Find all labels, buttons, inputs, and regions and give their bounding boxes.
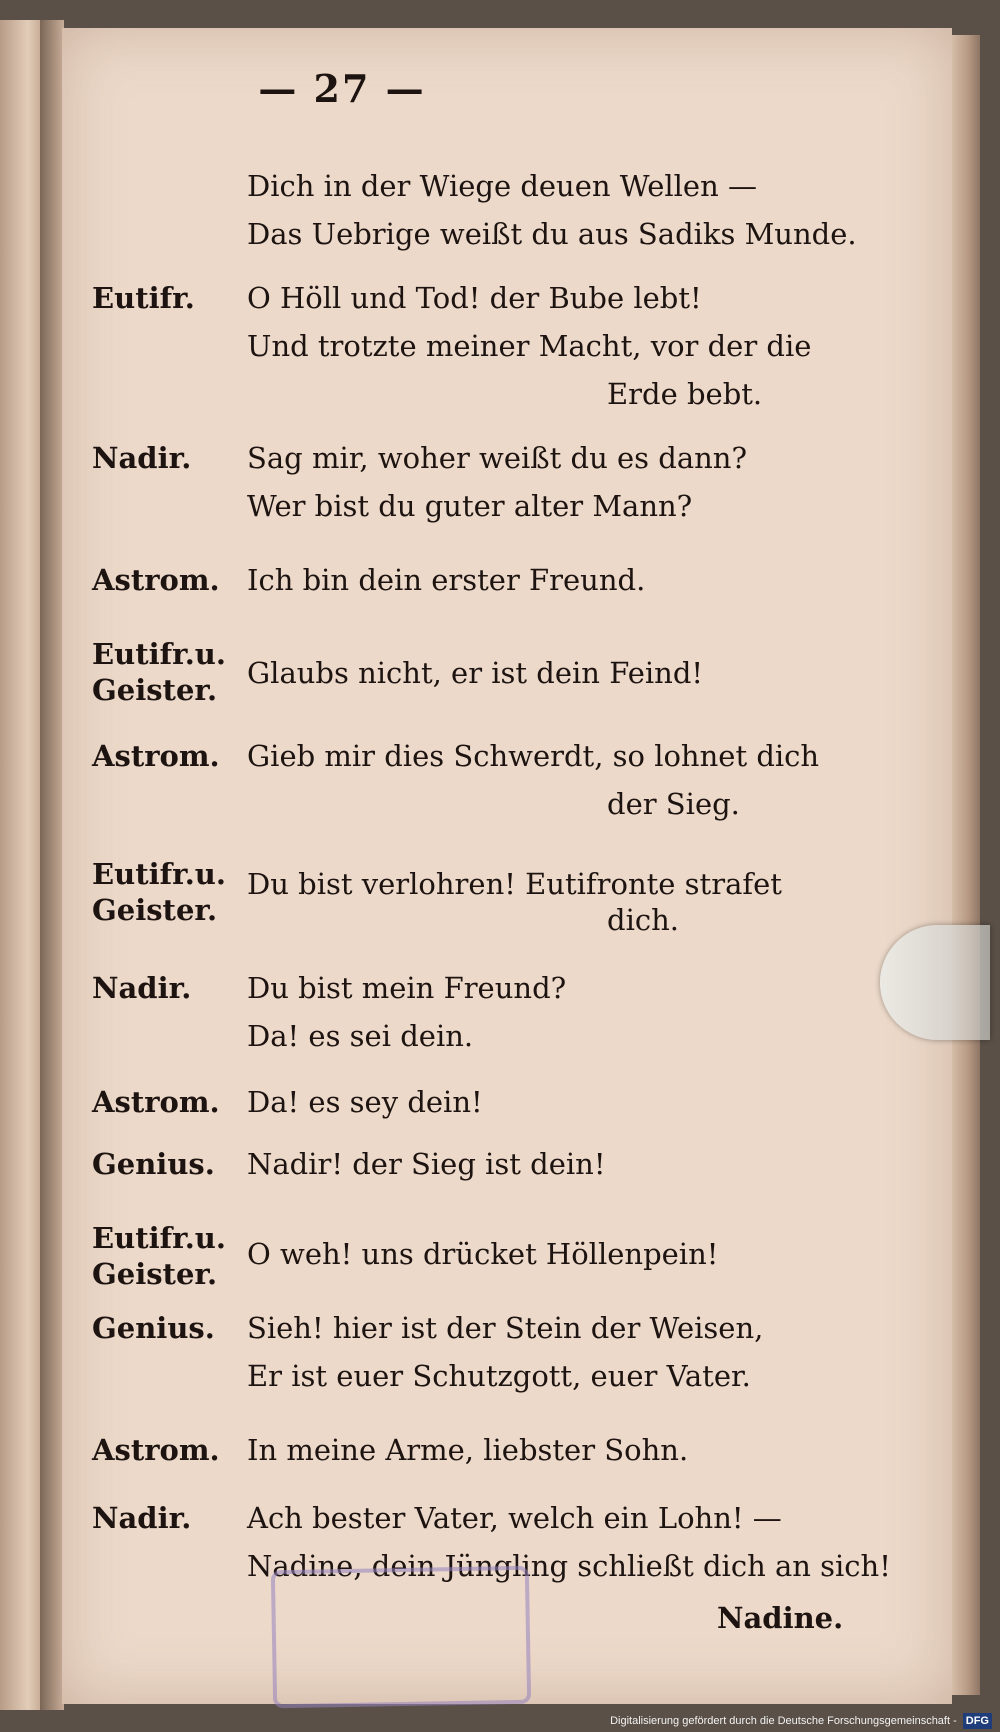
verse-line: Dich in der Wiege deuen Wellen — (247, 169, 757, 203)
book-gutter (40, 20, 64, 1710)
verse-line: Nadir! der Sieg ist dein! (247, 1147, 606, 1181)
speaker-label: Eutifr.u. Geister. (92, 1221, 226, 1291)
speaker-label: Genius. (92, 1147, 215, 1181)
page-number: — 27 — (258, 66, 426, 111)
speaker-label: Genius. (92, 1311, 215, 1345)
verse-line: der Sieg. (607, 787, 740, 821)
footer-bar (0, 1710, 1000, 1732)
verse-line: Ach bester Vater, welch ein Lohn! — (247, 1501, 782, 1535)
verse-line: Da! es sey dein! (247, 1085, 483, 1119)
library-stamp (271, 1566, 531, 1708)
verse-line: O Höll und Tod! der Bube lebt! (247, 281, 702, 315)
verse-line: Erde bebt. (607, 377, 763, 411)
speaker-label: Astrom. (92, 739, 220, 773)
verse-line: Er ist euer Schutzgott, euer Vater. (247, 1359, 751, 1393)
verse-line: Glaubs nicht, er ist dein Feind! (247, 656, 704, 690)
speaker-label: Nadir. (92, 441, 192, 475)
page-clip (880, 925, 990, 1040)
verse-line: Gieb mir dies Schwerdt, so lohnet dich (247, 739, 820, 773)
speaker-label: Astrom. (92, 1433, 220, 1467)
verse-line: Und trotzte meiner Macht, vor der die (247, 329, 812, 363)
verse-line: O weh! uns drücket Höllenpein! (247, 1237, 719, 1271)
speaker-label: Astrom. (92, 563, 220, 597)
verse-line: dich. (607, 903, 679, 937)
speaker-label: Eutifr.u. Geister. (92, 857, 226, 927)
page-stack-edge (950, 35, 980, 1695)
verse-line: Wer bist du guter alter Mann? (247, 489, 693, 523)
verse-line: Ich bin dein erster Freund. (247, 563, 646, 597)
verse-line: Sag mir, woher weißt du es dann? (247, 441, 748, 475)
verse-line: Sieh! hier ist der Stein der Weisen, (247, 1311, 764, 1345)
verse-line: Das Uebrige weißt du aus Sadiks Munde. (247, 217, 857, 251)
catchword: Nadine. (717, 1601, 844, 1635)
speaker-label: Eutifr.u. Geister. (92, 637, 226, 707)
verse-line: In meine Arme, liebster Sohn. (247, 1433, 689, 1467)
left-page-edge (0, 20, 40, 1710)
speaker-label: Nadir. (92, 971, 192, 1005)
verse-line: Nadine, dein Jüngling schließt dich an sich! (247, 1549, 891, 1583)
speaker-label: Nadir. (92, 1501, 192, 1535)
speaker-label: Eutifr. (92, 281, 195, 315)
page-content (62, 28, 952, 1704)
book-page (62, 28, 952, 1704)
verse-line: Du bist verlohren! Eutifronte strafet (247, 867, 782, 901)
dfg-logo: DFG (963, 1713, 992, 1729)
speaker-label: Astrom. (92, 1085, 220, 1119)
footer-text: Digitalisierung gefördert durch die Deutsche Forschungsgemeinschaft - (610, 1715, 957, 1727)
verse-line: Da! es sei dein. (247, 1019, 474, 1053)
verse-line: Du bist mein Freund? (247, 971, 567, 1005)
